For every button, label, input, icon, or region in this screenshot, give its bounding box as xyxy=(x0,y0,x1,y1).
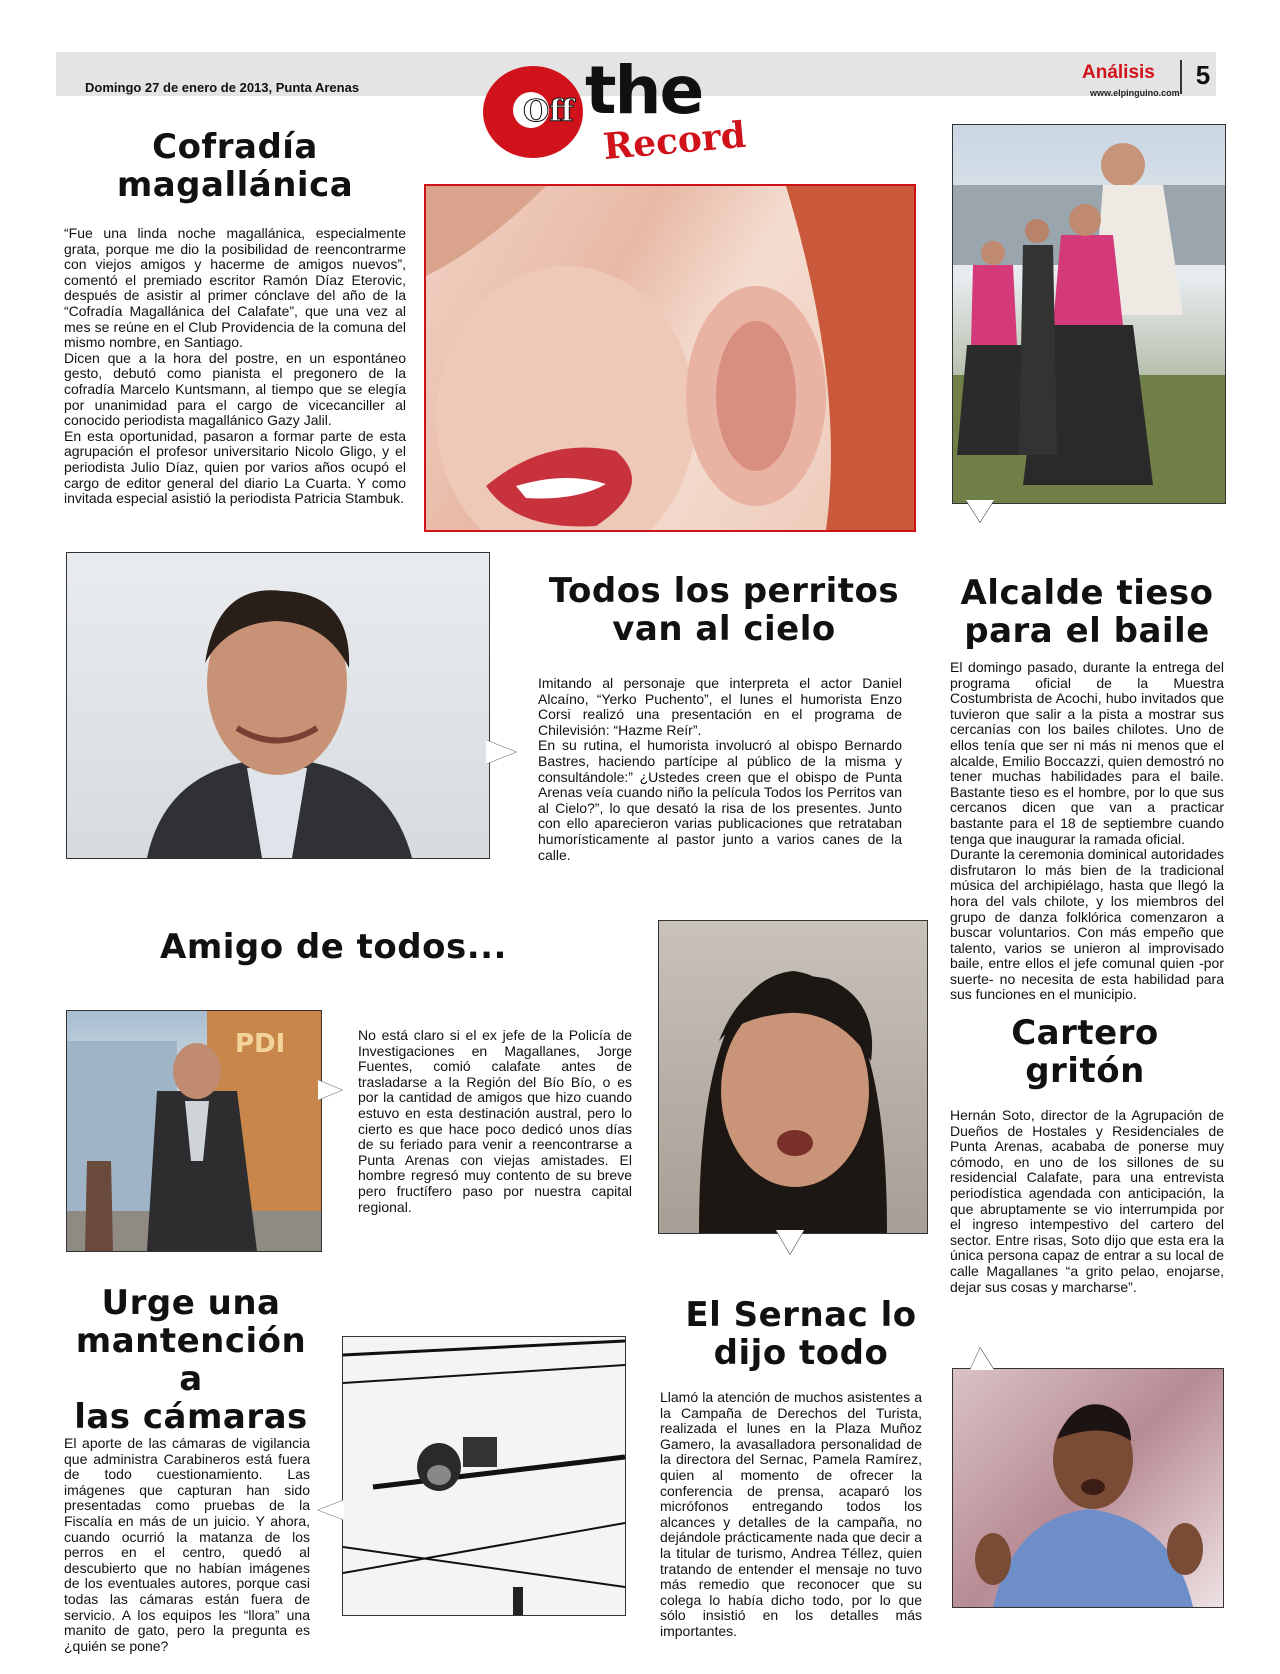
paragraph: “Fue una linda noche magallánica, especialmente grata, porque me dio la posibilidad de reencontrarme con viejos amigos y hacerme de amigos nuevos”, comentó el premiado escritor Ramón Díaz Eterovic, después de asistir al primer cónclave del año de la “Cofradía Magallánica del Calafate”, que una vez al mes se reúne en el Club Providencia de la comuna del mismo nombre, en Santiago. xyxy=(64,225,406,351)
headline-cofradia xyxy=(60,128,410,204)
whisper-illustration xyxy=(426,186,914,530)
paragraph: El aporte de las cámaras de vigilancia que administra Carabineros está fuera de todo cuestionamiento. Las imágenes que capturan han sido presentadas como pruebas de la Fiscalía en más de un juicio. Y ahora, cuando ocurrió la matanza de los perros en el centro, quedó al descubierto que no habían imágenes de los eventuales autores, porque casi todas las cámaras están fuera de servicio. A los equipos les “llora” una manito de gato, pero la pregunta es ¿quién se pone? xyxy=(64,1435,310,1654)
whisper-photo xyxy=(424,184,916,532)
headline-line: magallánica xyxy=(116,165,354,205)
paragraph: Imitando al personaje que interpreta el actor Daniel Alcaíno, “Yerko Puchento”, el lunes el humorista Enzo Corsi realizó una presentación en el programa de Chilevisión: “Hazme Reír”. xyxy=(538,675,902,738)
headline-line: dijo todo xyxy=(713,1333,889,1373)
headline-sernac xyxy=(660,1296,942,1372)
article-camaras-text xyxy=(64,1436,310,1654)
paragraph: Dicen que a la hora del postre, en un espontáneo gesto, debutó como pianista el pregonero de la cofradía Marcelo Kuntsmann, al tiempo que se elegía por unanimidad para el cargo de vicecanciller al conocido periodista magallánico Gazy Jalil. xyxy=(64,349,406,429)
director-illustration xyxy=(659,921,927,1233)
article-alcalde-text xyxy=(950,660,1224,1003)
headline-line: van al cielo xyxy=(612,609,836,649)
speech-tail-comedian xyxy=(486,740,516,764)
security-camera-photo xyxy=(342,1336,626,1616)
headline-camaras xyxy=(60,1284,322,1436)
logo-record: Record xyxy=(601,113,748,169)
dance-illustration xyxy=(953,125,1225,503)
headline-perritos xyxy=(534,572,914,648)
paragraph: En su rutina, el humorista involucró al obispo Bernardo Bastres, haciendo partícipe al público de la misma y consultándole:” ¿Ustedes creen que el obispo de Punta Arenas veía cuando niño la película Todos los Perritos van al Cielo?”, lo que desató la risa de los presentes. Junto con ello aparecieron varias publicaciones que retrataban humorísticamente al pastor junto a varios canes de la calle. xyxy=(538,737,902,863)
header-divider xyxy=(1180,60,1182,94)
headline-line: El Sernac lo xyxy=(685,1295,917,1335)
article-cofradia-text xyxy=(64,226,406,507)
article-amigo-text xyxy=(358,1028,632,1215)
section-logo xyxy=(475,52,805,169)
speech-tail-director xyxy=(776,1230,804,1254)
article-sernac-text xyxy=(660,1390,922,1640)
speech-tail-dance xyxy=(966,500,994,522)
paragraph: El domingo pasado, durante la entrega del programa oficial de la Muestra Costumbrista de Acochi, hubo invitados que tuvieron que salir a la pista a mostrar sus cercanías con los bailes chilotes. Uno de ellos tenía que ser ni más ni menos que el alcalde, Emilio Boccazzi, quien demostró no tener muchas habilidades para el baile. Bastante tieso es el hombre, por lo que sus cercanos dicen que van a practicar bastante para el 18 de septiembre cuando tenga que inaugurar la ramada oficial. xyxy=(950,659,1224,847)
article-cartero-text xyxy=(950,1108,1224,1295)
headline-line: Todos los perritos xyxy=(548,571,900,611)
sernac-director-photo xyxy=(658,920,928,1234)
paragraph: En esta oportunidad, pasaron a formar parte de esta agrupación el profesor universitario Nicolo Gligo, y el periodista Julio Díaz, quien por varios años ocupó el cargo de editor general del diario La Cuarta. Y como invitada especial asistió la periodista Patricia Stambuk. xyxy=(64,427,406,507)
headline-line: para el baile xyxy=(964,611,1210,651)
headline-line: Amigo de todos... xyxy=(160,927,507,967)
logo-the: the xyxy=(585,52,703,129)
article-perritos-text xyxy=(538,676,902,863)
headline-cartero xyxy=(950,1014,1220,1090)
headline-line: Alcalde tieso xyxy=(960,573,1214,613)
hostel-director-photo xyxy=(952,1368,1224,1608)
paragraph: Llamó la atención de muchos asistentes a la Campaña de Derechos del Turista, realizada el lunes en la Plaza Muñoz Gamero, la avasalladora personalidad de la directora del Sernac, Pamela Ramírez, quien al momento de ofrecer la conferencia de prensa, acaparó los micrófonos entregando todos los alcances y detalles de la campaña, no dejándole prácticamente nada que decir a la titular de turismo, Andrea Téllez, quien tratando de entender el mensaje no tuvo más remedio que reconocer que su colega lo había dicho todo, por lo que sólo insistió en los detalles más importantes. xyxy=(660,1389,922,1639)
headline-line: gritón xyxy=(1025,1051,1145,1091)
speech-tail-hostel xyxy=(970,1348,994,1370)
headline-line: Cartero xyxy=(1011,1013,1159,1053)
comedian-portrait xyxy=(66,552,490,859)
paragraph: Hernán Soto, director de la Agrupación de Dueños de Hostales y Residenciales de Punta Arenas, acababa de ponerse muy cómodo, en uno de los sillones de su residencial Calafate, para una entrevista periodística agendada con anticipación, la que abruptamente se vio interrumpida por el ingreso intempestivo del cartero del sector. Entre risas, Soto dijo que esta era la única persona capaz de entrar a su local de calle Magallanes “a grito pelao, enojarse, dejar sus cosas y marcharse”. xyxy=(950,1107,1224,1295)
headline-line: Urge una xyxy=(101,1283,281,1323)
logo-off: Off xyxy=(523,94,574,129)
speech-tail-policeman xyxy=(318,1080,342,1100)
brand-name: Análisis xyxy=(1082,62,1155,83)
hostel-director-illustration xyxy=(953,1369,1223,1607)
paragraph: No está claro si el ex jefe de la Policía de Investigaciones en Magallanes, Jorge Fuentes, comió calafate antes de trasladarse a la Región del Bío Bío, o es por la cantidad de amigos que hizo cuando estuvo en esta destinación austral, pero lo cierto es que hace poco dedicó unos días de su feriado para venir a reencontrarse a Punta Arenas con viejas amistades. El hombre regresó muy contento de su breve pero fructífero paso por nuestra capital regional. xyxy=(358,1027,632,1215)
pdi-sign-text: PDI xyxy=(235,1029,286,1059)
headline-line: mantención a xyxy=(75,1321,307,1399)
dance-photo xyxy=(952,124,1226,504)
page-number: 5 xyxy=(1195,60,1211,90)
camera-illustration xyxy=(343,1337,625,1615)
headline-line: las cámaras xyxy=(74,1397,308,1437)
headline-line: Cofradía xyxy=(152,127,318,167)
speech-tail-camera xyxy=(318,1500,344,1520)
headline-alcalde xyxy=(942,574,1232,650)
brand-url: www.elpinguino.com xyxy=(1090,88,1180,98)
policeman-photo xyxy=(66,1010,322,1252)
paragraph: Durante la ceremonia dominical autoridades disfrutaron lo más bien de la tradicional música del archipiélago, hasta que llegó la hora del vals chilote, y los miembros del grupo de danza folklórica comenzaron a buscar voluntarios. Con más empeño que talento, varios se unieron al improvisado baile, entre ellos el jefe comunal quien -por suerte- no necesita de esta habilidad para sus funciones en el municipio. xyxy=(950,846,1224,1003)
headline-amigo xyxy=(160,928,540,966)
date-line: Domingo 27 de enero de 2013, Punta Arenas xyxy=(85,80,360,95)
portrait-illustration xyxy=(67,553,489,858)
